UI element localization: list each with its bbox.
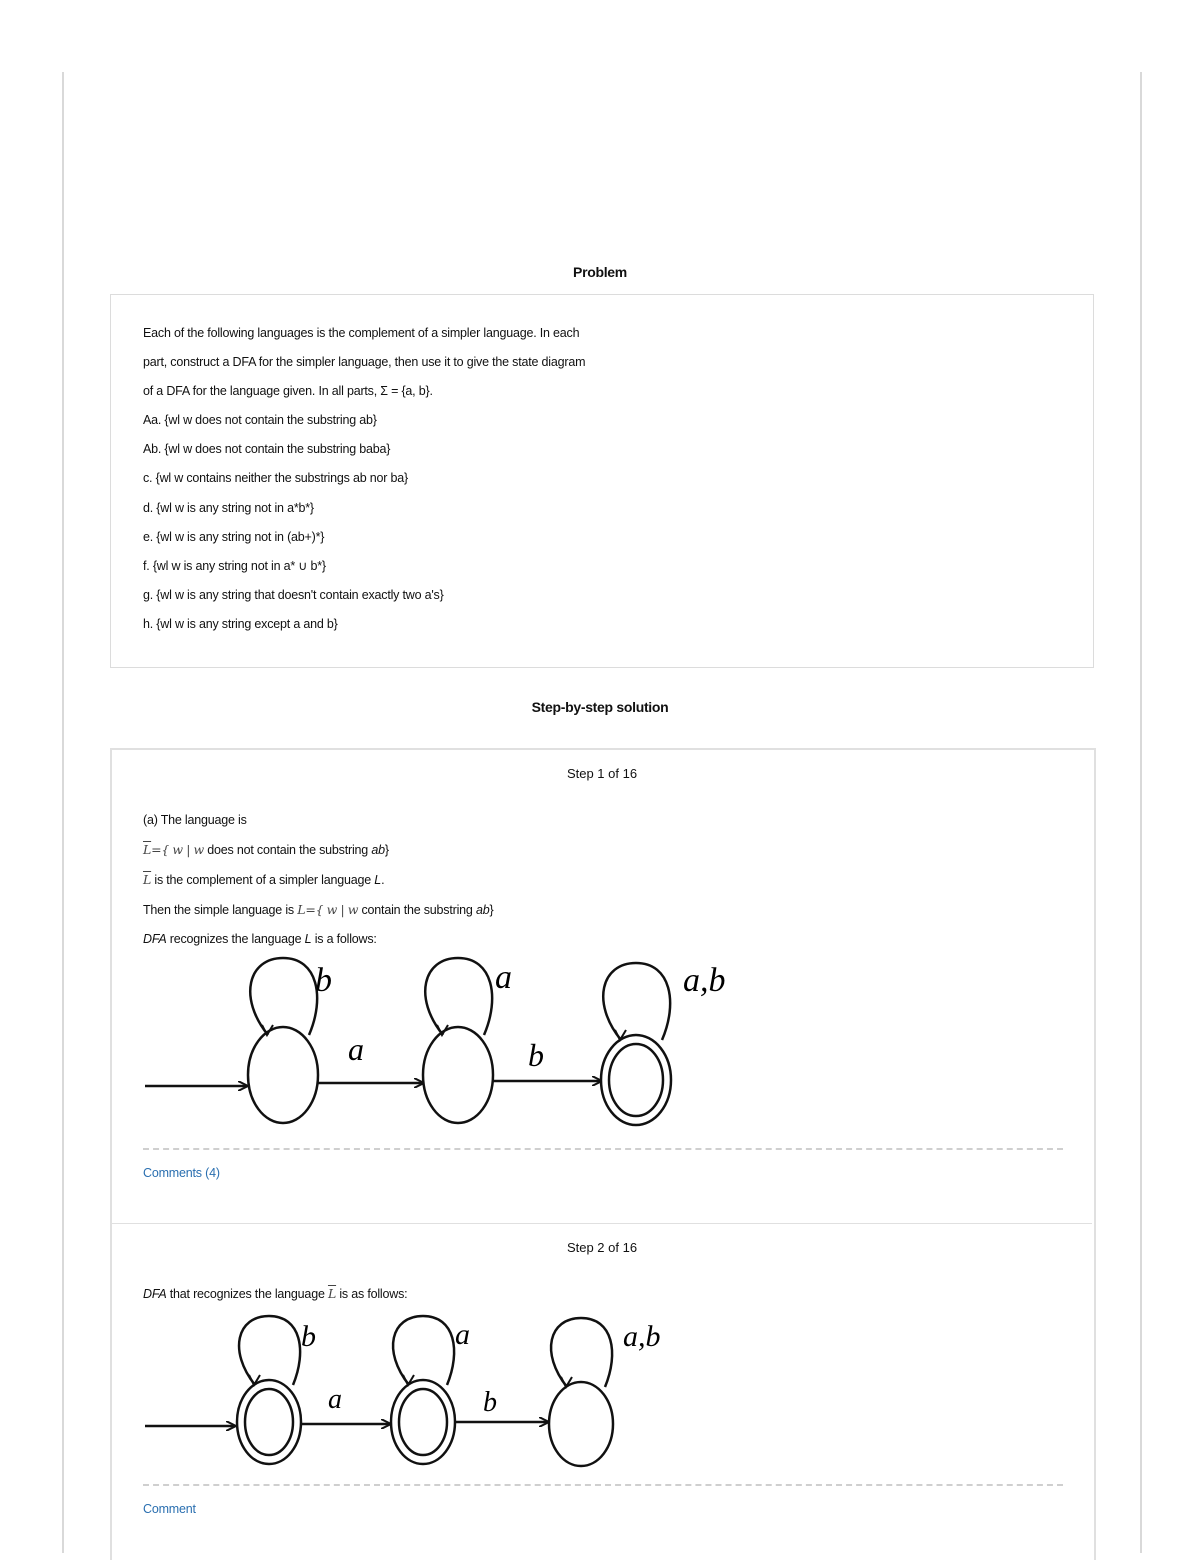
l-complement-symbol: $\overline{L}$	[143, 842, 152, 857]
l-complement-symbol: $\overline{L}$	[327, 1286, 337, 1301]
dfa-diagram-1	[143, 953, 743, 1133]
accept-state-3	[601, 1035, 671, 1125]
dfa-term: DFA	[143, 932, 167, 946]
math-substring: ab	[371, 843, 385, 857]
self-loop-2	[393, 1316, 454, 1385]
problem-line: Each of the following languages is the complement of a simpler language. In each	[143, 326, 580, 340]
math-text: does not contain the substring	[204, 843, 372, 857]
math-text: contain the substring	[358, 903, 476, 917]
solution-box	[110, 748, 1096, 1560]
step1-line5	[143, 932, 377, 946]
self-loop-1	[250, 958, 317, 1035]
math-w: w	[347, 902, 359, 917]
label-a-2: a	[455, 1318, 470, 1351]
label-b-2: b	[483, 1387, 497, 1418]
l-complement-symbol: $\overline{L}$	[143, 872, 152, 887]
problem-heading: Problem	[573, 264, 627, 280]
step1-line4	[143, 902, 493, 917]
math-text: is the complement of a simpler language	[151, 873, 375, 887]
math-l: L	[304, 932, 312, 946]
math-substring: ab	[475, 903, 490, 917]
math-close: }	[489, 903, 494, 917]
math-end: .	[381, 873, 385, 887]
comment-link[interactable]: Comment	[143, 1502, 196, 1516]
problem-line: c. {wl w contains neither the substrings ab nor ba}	[143, 471, 408, 486]
self-loop-2	[425, 958, 492, 1035]
step-title: Step 2 of 16	[566, 1240, 638, 1255]
problem-line: of a DFA for the language given. In all parts, Σ = {a, b}.	[143, 384, 433, 399]
accept-state-1	[237, 1380, 301, 1464]
problem-line: e. {wl w is any string not in (ab+)*}	[143, 529, 325, 544]
math-w: w	[326, 902, 338, 917]
math-bar: |	[186, 842, 191, 857]
math-text: Then the simple language is	[143, 903, 298, 917]
problem-line: f. {wl w is any string not in a* ∪ b*}	[143, 558, 326, 573]
step-1	[112, 750, 1092, 1223]
problem-line: d. {wl w is any string not in a*b*}	[143, 500, 314, 515]
step-divider	[143, 1148, 1063, 1150]
state-2	[423, 1027, 493, 1123]
label-ab: a,b	[683, 962, 726, 999]
problem-line: Aa. {wl w does not contain the substring ab}	[143, 413, 377, 428]
math-l: L	[374, 873, 382, 887]
self-loop-1	[239, 1316, 300, 1385]
problem-text	[143, 323, 585, 643]
label-b-1: b	[315, 962, 332, 999]
step-title: Step 1 of 16	[566, 766, 638, 781]
dfa-diagram-2	[143, 1311, 703, 1471]
math-bar: |	[340, 902, 345, 917]
math-text: that recognizes the language	[166, 1287, 328, 1301]
accept-state-1-inner	[245, 1389, 293, 1455]
math-close: }	[384, 843, 389, 857]
label-a-2: a	[495, 959, 512, 996]
problem-line: h. {wl w is any string except a and b}	[143, 616, 338, 631]
label-a-1: a	[348, 1031, 364, 1067]
accept-state-2-inner	[399, 1389, 447, 1455]
dfa-term: DFA	[143, 1287, 167, 1301]
problem-box	[110, 294, 1094, 668]
problem-line: part, construct a DFA for the simpler language, then use it to give the state diagram	[143, 355, 586, 370]
state-1	[248, 1027, 318, 1123]
step1-line2	[143, 842, 389, 857]
label-b-1: b	[301, 1320, 316, 1353]
step-2	[112, 1223, 1092, 1564]
l-symbol: L	[297, 902, 306, 917]
math-eq: ={	[151, 842, 170, 857]
problem-line: g. {wl w is any string that doesn't contain exactly two a's}	[143, 587, 444, 602]
label-b-2: b	[528, 1037, 544, 1073]
solution-heading: Step-by-step solution	[531, 699, 669, 715]
step1-line1: (a) The language is	[143, 813, 247, 827]
math-eq: ={	[305, 902, 324, 917]
math-w: w	[172, 842, 183, 857]
problem-line: Ab. {wl w does not contain the substring baba}	[143, 442, 391, 457]
page-frame-right	[1140, 72, 1142, 1553]
self-loop-3	[603, 963, 670, 1040]
step-divider	[143, 1484, 1063, 1486]
step1-line3	[143, 872, 384, 887]
math-text: recognizes the language	[166, 932, 305, 946]
accept-state-2	[391, 1380, 455, 1464]
comments-link[interactable]: Comments (4)	[143, 1166, 220, 1180]
page-frame-left	[62, 72, 64, 1553]
state-3	[549, 1382, 613, 1466]
label-ab: a,b	[623, 1320, 661, 1353]
label-a-1: a	[328, 1384, 342, 1415]
step2-line1	[143, 1286, 407, 1301]
math-end: is a follows:	[311, 932, 377, 946]
math-end: is as follows:	[336, 1287, 408, 1301]
self-loop-3	[551, 1318, 612, 1387]
accept-state-3-inner	[609, 1044, 663, 1116]
math-w: w	[193, 842, 204, 857]
